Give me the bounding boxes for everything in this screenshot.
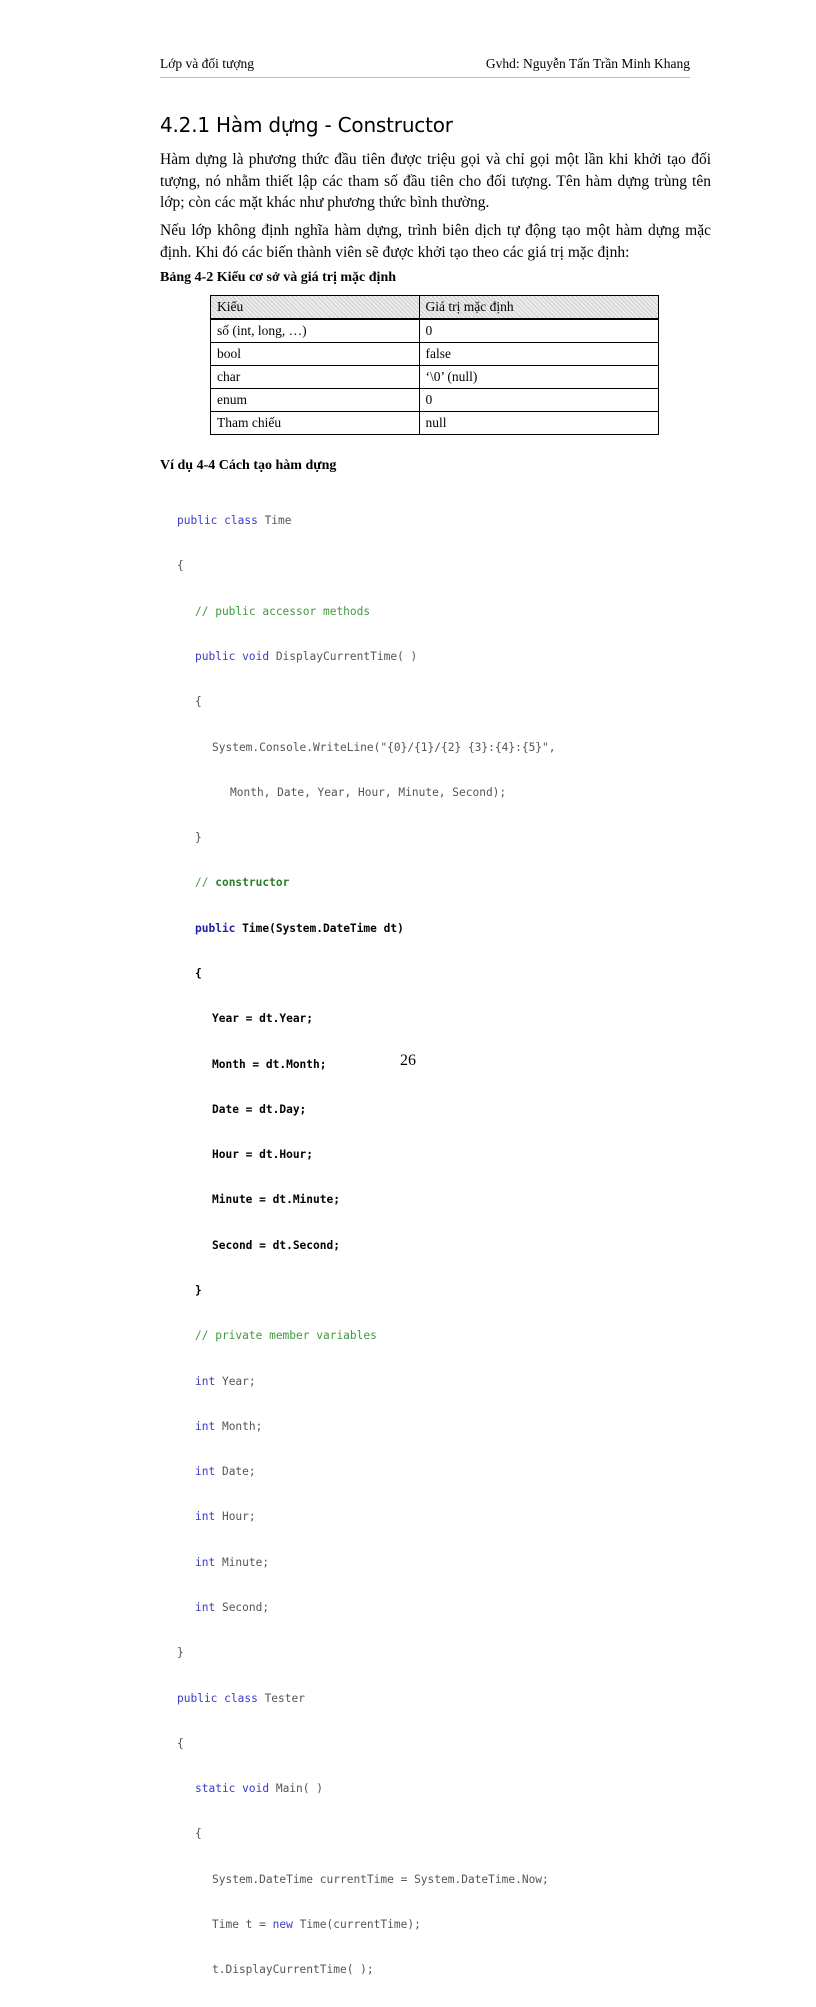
code-listing — [177, 483, 556, 2007]
code-line: Date = dt.Day; — [212, 1102, 307, 1116]
code-line: Year = dt.Year; — [212, 1012, 314, 1026]
code-comment-line: // public accessor methods — [195, 604, 371, 618]
table-header-cell: Giá trị mặc định — [419, 296, 658, 320]
code-line: } — [195, 1283, 202, 1297]
code-line: public class Tester — [177, 1691, 305, 1705]
table-caption: Bảng 4-2 Kiểu cơ sở và giá trị mặc định — [160, 270, 397, 285]
table-row — [211, 366, 659, 389]
code-comment-line: // private member variables — [195, 1329, 377, 1343]
code-line: { — [195, 1827, 202, 1841]
page-number: 26 — [400, 1052, 416, 1069]
paragraph-default-constructor: Nếu lớp không định nghĩa hàm dựng, trình biên dịch tự động tạo một hàm dựng mặc định. Khi đó các biến thành viên sẽ được khởi tạo theo các giá trị mặc định: — [160, 222, 711, 261]
code-line: static void Main( ) — [195, 1782, 323, 1796]
code-line: int Hour; — [195, 1510, 256, 1524]
header-chapter-title: Lớp và đối tượng — [160, 56, 254, 71]
table-row — [211, 319, 659, 343]
page-header — [160, 56, 690, 74]
code-line: int Month; — [195, 1419, 263, 1433]
code-line: int Minute; — [195, 1555, 270, 1569]
code-line: } — [177, 1646, 184, 1660]
header-divider — [160, 77, 690, 78]
table-cell-type: enum — [211, 389, 420, 412]
table-header-cell: Kiểu — [211, 296, 420, 320]
code-line: { — [195, 967, 202, 980]
table-cell-default: null — [419, 412, 658, 435]
header-instructor: Gvhd: Nguyễn Tấn Trần Minh Khang — [485, 56, 690, 71]
table-cell-default: 0 — [419, 319, 658, 343]
paragraph-constructor-definition: Hàm dựng là phương thức đầu tiên được triệu gọi và chỉ gọi một lần khi khởi tạo đối tượng, nó nhằm thiết lập các tham số đầu tiên cho đối tượng. Tên hàm dựng trùng tên lớp; còn các mặt khác như phương thức bình thường. — [160, 151, 711, 211]
code-line: { — [195, 695, 202, 709]
code-line: Second = dt.Second; — [212, 1238, 340, 1252]
table-row — [211, 343, 659, 366]
table-cell-type: Tham chiếu — [211, 412, 420, 435]
table-cell-type: char — [211, 366, 420, 389]
example-caption: Ví dụ 4-4 Cách tạo hàm dựng — [160, 458, 337, 473]
code-line: int Second; — [195, 1600, 270, 1614]
code-line: System.Console.WriteLine("{0}/{1}/{2} {3}:{4}:{5}", — [212, 740, 556, 754]
code-line: { — [177, 559, 184, 573]
code-line: Time t = new Time(currentTime); — [212, 1917, 421, 1931]
table-row — [211, 389, 659, 412]
default-values-table — [210, 295, 659, 435]
table-cell-type: số (int, long, …) — [211, 319, 420, 343]
code-line: Month = dt.Month; — [212, 1057, 327, 1071]
code-line: Month, Date, Year, Hour, Minute, Second); — [230, 785, 507, 799]
code-line: { — [177, 1736, 184, 1750]
table-cell-default: false — [419, 343, 658, 366]
table-row — [211, 412, 659, 435]
code-line: int Year; — [195, 1374, 256, 1388]
code-comment-line: // constructor — [195, 876, 290, 890]
code-line: public void DisplayCurrentTime( ) — [195, 650, 418, 664]
code-line: Minute = dt.Minute; — [212, 1193, 340, 1207]
table-cell-type: bool — [211, 343, 420, 366]
code-line: } — [195, 831, 202, 845]
table-cell-default: 0 — [419, 389, 658, 412]
table-cell-default: ‘\0’ (null) — [419, 366, 658, 389]
code-line: Hour = dt.Hour; — [212, 1148, 314, 1162]
code-line: public Time(System.DateTime dt) — [195, 921, 404, 935]
section-title: 4.2.1 Hàm dựng - Constructor — [160, 113, 453, 137]
code-line: t.DisplayCurrentTime( ); — [212, 1963, 374, 1977]
code-line: int Date; — [195, 1465, 256, 1479]
table-header-row — [211, 296, 659, 320]
code-line: public class Time — [177, 514, 292, 528]
code-line: System.DateTime currentTime = System.DateTime.Now; — [212, 1872, 549, 1886]
